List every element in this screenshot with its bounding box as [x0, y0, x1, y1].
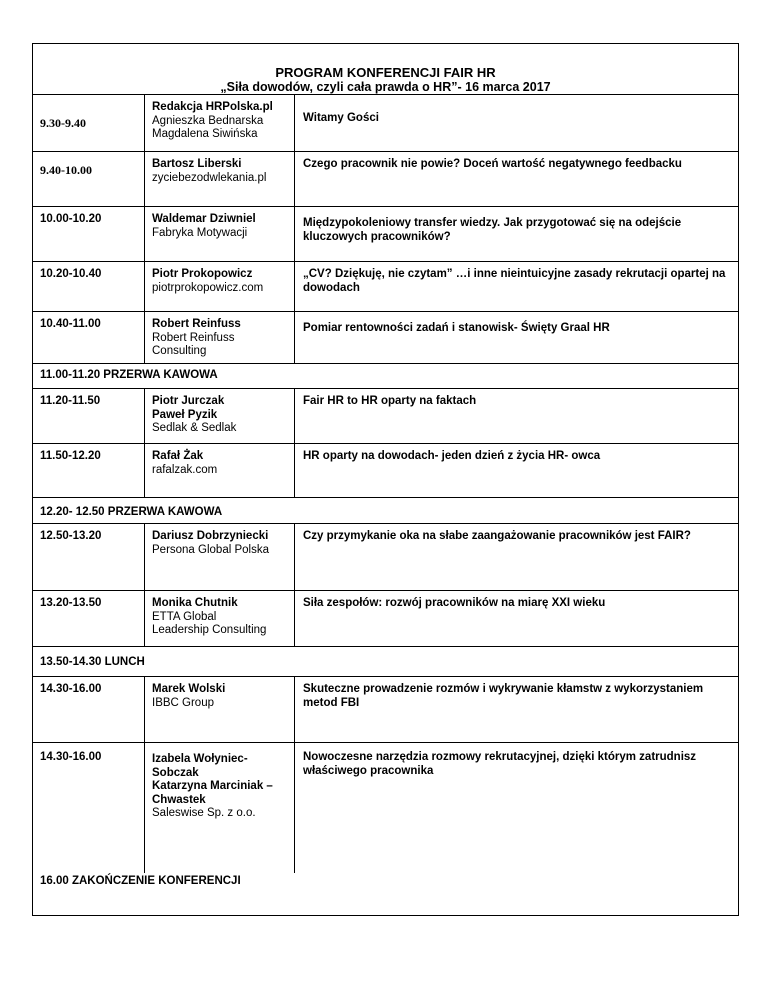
program-table	[32, 43, 739, 916]
closing-line: 16.00 ZAKOŃCZENIE KONFERENCJI	[33, 873, 739, 916]
time-cell: 11.50-12.20	[33, 444, 145, 498]
schedule-row	[33, 312, 739, 364]
lunch-break: 13.50-14.30 LUNCH	[33, 647, 739, 677]
speaker-detail: Persona Global Polska	[152, 543, 269, 556]
topic-cell: Siła zespołów: rozwój pracowników na miarę XXI wieku	[295, 591, 739, 647]
schedule-row	[33, 389, 739, 444]
schedule-row	[33, 152, 739, 207]
speaker-detail: Saleswise Sp. z o.o.	[152, 807, 256, 819]
topic-cell: Witamy Gości	[295, 95, 739, 152]
speaker-name: Waldemar Dziwniel	[152, 213, 256, 225]
speaker-detail: rafalzak.com	[152, 463, 218, 476]
topic-cell: HR oparty na dowodach- jeden dzień z życia HR- owca	[295, 444, 739, 498]
speaker-cell	[145, 591, 295, 647]
coffee-break-2: 12.20- 12.50 PRZERWA KAWOWA	[33, 498, 739, 524]
speaker-detail: Consulting	[152, 345, 207, 357]
break-row	[33, 498, 739, 524]
speaker-detail: ETTA Global	[152, 610, 217, 623]
speaker-name: Piotr Prokopowicz	[152, 268, 253, 280]
page-subtitle: „Siła dowodów, czyli cała prawda o HR”- 16 marca 2017	[220, 80, 551, 94]
speaker-name: Paweł Pyzik	[152, 408, 218, 421]
speaker-name: Bartosz Liberski	[152, 158, 242, 170]
topic-cell: Nowoczesne narzędzia rozmowy rekrutacyjnej, dzięki którym zatrudnisz właściwego pracownika	[295, 743, 739, 873]
break-row	[33, 364, 739, 389]
time-cell: 10.40-11.00	[33, 312, 145, 364]
time-cell: 10.00-10.20	[33, 207, 145, 262]
speaker-name: Izabela Wołyniec-Sobczak	[152, 753, 248, 779]
speaker-name: Marek Wolski	[152, 683, 226, 695]
speaker-detail: zyciebezodwlekania.pl	[152, 171, 267, 184]
speaker-cell	[145, 524, 295, 591]
speaker-cell	[145, 743, 295, 873]
speaker-cell	[145, 95, 295, 152]
speaker-name: Robert Reinfuss	[152, 318, 241, 330]
time-cell: 14.30-16.00	[33, 677, 145, 743]
speaker-cell	[145, 262, 295, 312]
time-cell: 12.50-13.20	[33, 524, 145, 591]
schedule-row	[33, 743, 739, 873]
topic-cell: Czy przymykanie oka na słabe zaangażowanie pracowników jest FAIR?	[295, 524, 739, 591]
time-cell: 9.40-10.00	[33, 152, 145, 207]
break-row	[33, 647, 739, 677]
speaker-cell	[145, 312, 295, 364]
schedule-row	[33, 677, 739, 743]
closing-row	[33, 873, 739, 916]
time-cell: 10.20-10.40	[33, 262, 145, 312]
coffee-break-1: 11.00-11.20 PRZERWA KAWOWA	[33, 364, 739, 389]
schedule-row	[33, 95, 739, 152]
header-row	[33, 44, 739, 95]
page-title: PROGRAM KONFERENCJI FAIR HR	[275, 65, 496, 80]
topic-cell: Fair HR to HR oparty na faktach	[295, 389, 739, 444]
speaker-detail: Leadership Consulting	[152, 624, 267, 636]
topic-cell: Pomiar rentowności zadań i stanowisk- Święty Graal HR	[295, 312, 739, 364]
speaker-detail: Agnieszka Bednarska	[152, 114, 264, 127]
speaker-name: Redakcja HRPolska.pl	[152, 101, 273, 113]
speaker-name: Monika Chutnik	[152, 597, 238, 609]
header-cell	[33, 44, 739, 95]
time-cell: 13.20-13.50	[33, 591, 145, 647]
speaker-name: Katarzyna Marciniak – Chwastek	[152, 780, 273, 806]
schedule-row	[33, 524, 739, 591]
speaker-detail: Sedlak & Sedlak	[152, 422, 237, 434]
speaker-cell	[145, 207, 295, 262]
topic-cell: Międzypokoleniowy transfer wiedzy. Jak przygotować się na odejście kluczowych pracowników?	[295, 207, 739, 262]
schedule-row	[33, 591, 739, 647]
speaker-cell	[145, 444, 295, 498]
schedule-row	[33, 207, 739, 262]
speaker-name: Rafał Żak	[152, 450, 204, 462]
speaker-detail: Robert Reinfuss	[152, 331, 235, 344]
time-cell: 11.20-11.50	[33, 389, 145, 444]
time-cell: 14.30-16.00	[33, 743, 145, 873]
speaker-detail: Magdalena Siwińska	[152, 128, 258, 140]
topic-cell: „CV? Dziękuję, nie czytam” …i inne nieintuicyjne zasady rekrutacji opartej na dowodach	[295, 262, 739, 312]
time-cell: 9.30-9.40	[33, 95, 145, 152]
speaker-name: Piotr Jurczak	[152, 395, 225, 407]
speaker-cell	[145, 677, 295, 743]
topic-cell: Skuteczne prowadzenie rozmów i wykrywanie kłamstw z wykorzystaniem metod FBI	[295, 677, 739, 743]
schedule-row	[33, 444, 739, 498]
speaker-detail: Fabryka Motywacji	[152, 226, 248, 239]
topic-cell: Czego pracownik nie powie? Doceń wartość negatywnego feedbacku	[295, 152, 739, 207]
speaker-cell	[145, 152, 295, 207]
speaker-name: Dariusz Dobrzyniecki	[152, 530, 269, 542]
speaker-detail: piotrprokopowicz.com	[152, 281, 264, 294]
speaker-detail: IBBC Group	[152, 696, 214, 709]
schedule-row	[33, 262, 739, 312]
speaker-cell	[145, 389, 295, 444]
